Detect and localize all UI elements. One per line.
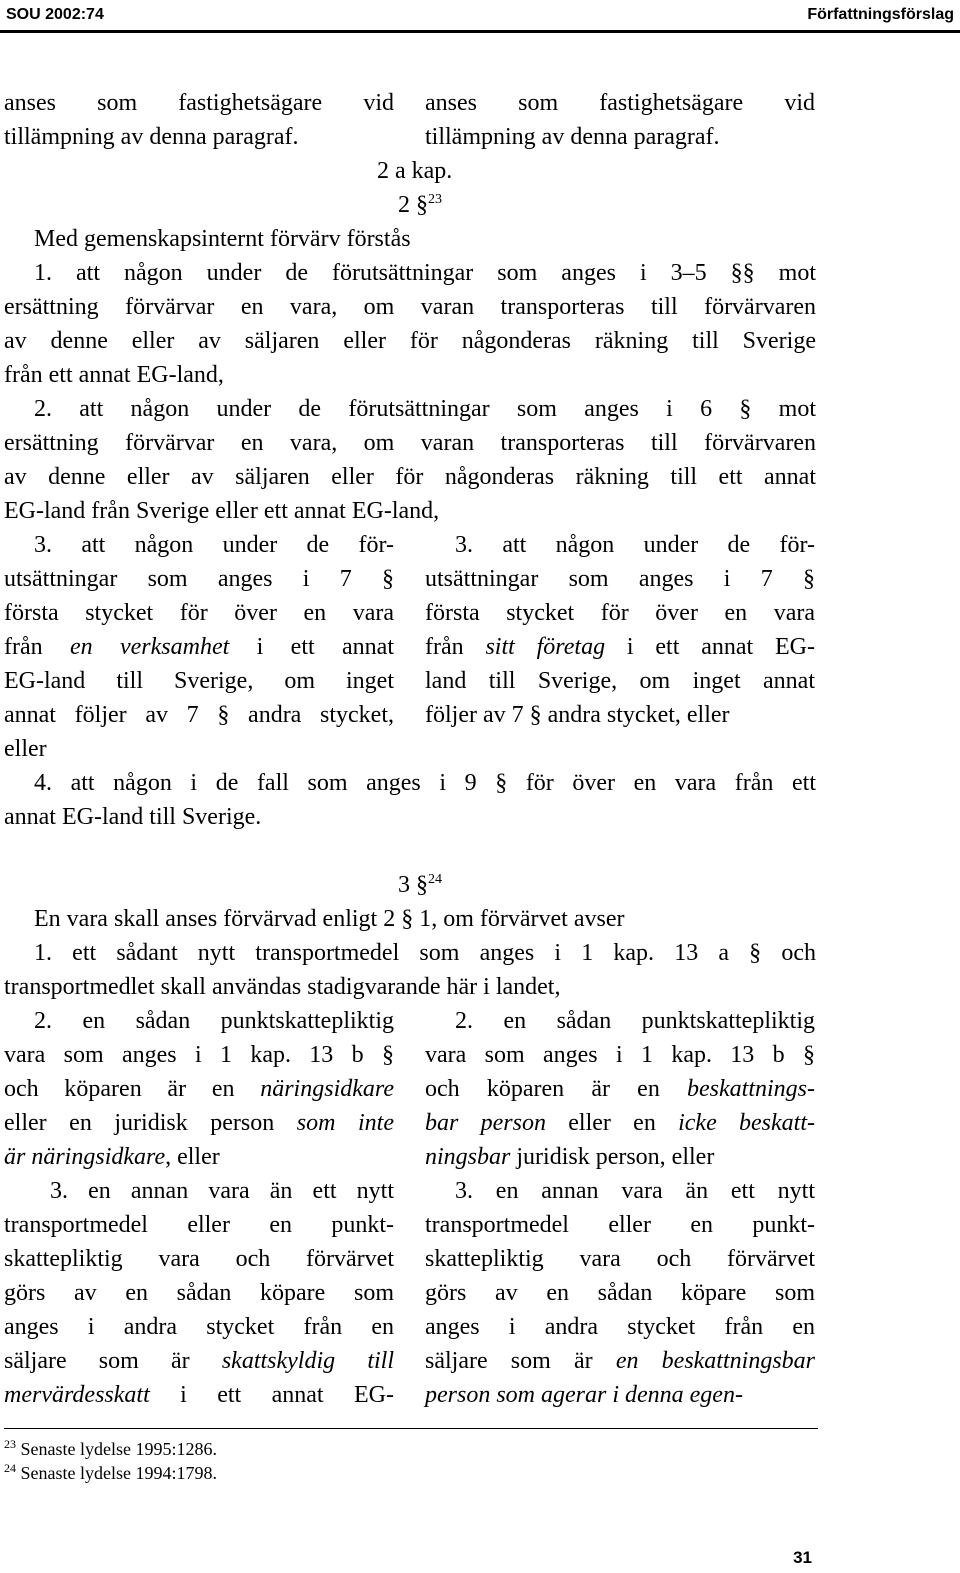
running-header-left: SOU 2002:74 <box>6 6 104 23</box>
current-text-line: EG-land till Sverige, om inget <box>4 668 394 694</box>
proposed-text-line: 3. att någon under de för- <box>455 532 815 558</box>
italic-emphasis: ningsbar <box>425 1144 511 1170</box>
italic-emphasis: mervärdesskatt <box>4 1382 150 1408</box>
running-header-right: Författningsförslag <box>807 6 954 23</box>
proposed-text-line: anges i andra stycket från en <box>425 1314 815 1340</box>
proposed-text-line: görs av en sådan köpare som <box>425 1280 815 1306</box>
italic-emphasis: skattskyldig till <box>221 1348 394 1374</box>
item-line: 2. att någon under de förutsättningar som anges i 6 § mot <box>34 396 816 422</box>
proposed-text-line: ningsbar juridisk person, eller <box>425 1144 715 1170</box>
current-text-line: transportmedel eller en punkt- <box>4 1212 394 1238</box>
footnote-number: 23 <box>4 1437 16 1451</box>
item-line: annat EG-land till Sverige. <box>4 804 262 830</box>
italic-emphasis: näringsidkare <box>260 1076 394 1102</box>
section-heading-3 <box>398 868 442 902</box>
proposed-text-line: anses som fastighetsägare vid <box>425 90 815 116</box>
italic-emphasis: icke beskatt- <box>678 1110 815 1136</box>
header-rule <box>0 30 960 33</box>
footnote-ref: 24 <box>428 872 442 887</box>
footnote-rule <box>4 1428 818 1429</box>
page-number: 31 <box>793 1548 812 1567</box>
proposed-text-line: skattepliktig vara och förvärvet <box>425 1246 815 1272</box>
current-text-line: utsättningar som anges i 7 § <box>4 566 394 592</box>
proposed-text-line <box>425 1378 743 1412</box>
footnote-ref: 23 <box>428 192 442 207</box>
current-text-line: 2. en sådan punktskattepliktig <box>34 1008 394 1034</box>
italic-emphasis: bar person <box>425 1110 546 1136</box>
current-text-line: och köparen är en näringsidkare <box>4 1076 394 1102</box>
current-text-line: anges i andra stycket från en <box>4 1314 394 1340</box>
italic-emphasis: person som agerar i denna egen- <box>425 1382 743 1408</box>
current-text-line: annat följer av 7 § andra stycket, <box>4 702 394 728</box>
current-text-line: mervärdesskatt i ett annat EG- <box>4 1382 394 1408</box>
item-line: ersättning förvärvar en vara, om varan transporteras till förvärvaren <box>4 294 816 320</box>
item-line: EG-land från Sverige eller ett annat EG-land, <box>4 498 440 524</box>
footnote-text: Senaste lydelse 1994:1798. <box>16 1463 217 1483</box>
proposed-text-line: transportmedel eller en punkt- <box>425 1212 815 1238</box>
italic-emphasis: beskattnings- <box>687 1076 815 1102</box>
section-intro: Med gemenskapsinternt förvärv förstås <box>34 226 411 252</box>
section-heading-2 <box>398 188 442 222</box>
current-text-line: är näringsidkare, eller <box>4 1144 220 1170</box>
item-line: transportmedlet skall användas stadigvarande här i landet, <box>4 974 561 1000</box>
current-text-line: eller <box>4 736 47 762</box>
item-line: 1. ett sådant nytt transportmedel som anges i 1 kap. 13 a § och <box>34 940 816 966</box>
item-line: från ett annat EG-land, <box>4 362 224 388</box>
current-text-line: 3. att någon under de för- <box>34 532 394 558</box>
proposed-text-line: 2. en sådan punktskattepliktig <box>455 1008 815 1034</box>
current-text-line: görs av en sådan köpare som <box>4 1280 394 1306</box>
italic-emphasis: som inte <box>296 1110 394 1136</box>
footnote <box>4 1462 217 1484</box>
proposed-text-line: och köparen är en beskattnings- <box>425 1076 815 1102</box>
current-text-line: eller en juridisk person som inte <box>4 1110 394 1136</box>
current-text-line: första stycket för över en vara <box>4 600 394 626</box>
proposed-text-line: första stycket för över en vara <box>425 600 815 626</box>
current-text-line: 3. en annan vara än ett nytt <box>50 1178 394 1204</box>
proposed-text-line: land till Sverige, om inget annat <box>425 668 815 694</box>
chapter-heading: 2 a kap. <box>377 158 453 184</box>
section-label: 3 § <box>398 872 428 898</box>
proposed-text-line: vara som anges i 1 kap. 13 b § <box>425 1042 815 1068</box>
current-text-line: säljare som är skattskyldig till <box>4 1348 394 1374</box>
section-label: 2 § <box>398 192 428 218</box>
proposed-text-line: från sitt företag i ett annat EG- <box>425 634 815 660</box>
proposed-text-line: tillämpning av denna paragraf. <box>425 124 720 150</box>
current-text-line: tillämpning av denna paragraf. <box>4 124 299 150</box>
footnote <box>4 1438 217 1460</box>
footnote-text: Senaste lydelse 1995:1286. <box>16 1439 217 1459</box>
proposed-text-line: bar person eller en icke beskatt- <box>425 1110 815 1136</box>
proposed-text-line: säljare som är en beskattningsbar <box>425 1348 815 1374</box>
current-text-line: vara som anges i 1 kap. 13 b § <box>4 1042 394 1068</box>
italic-emphasis: sitt företag <box>485 634 606 660</box>
proposed-text-line: utsättningar som anges i 7 § <box>425 566 815 592</box>
current-text-line: anses som fastighetsägare vid <box>4 90 394 116</box>
proposed-text-line: följer av 7 § andra stycket, eller <box>425 702 730 728</box>
item-line: av denne eller av säljaren eller för någonderas räkning till ett annat <box>4 464 816 490</box>
item-line: av denne eller av säljaren eller för någonderas räkning till Sverige <box>4 328 816 354</box>
italic-emphasis: en verksamhet <box>70 634 230 660</box>
item-line: ersättning förvärvar en vara, om varan transporteras till förvärvaren <box>4 430 816 456</box>
item-line: 4. att någon i de fall som anges i 9 § för över en vara från ett <box>34 770 816 796</box>
italic-emphasis: är näringsidkare <box>4 1144 166 1170</box>
italic-emphasis: en beskattningsbar <box>615 1348 815 1374</box>
current-text-line: från en verksamhet i ett annat <box>4 634 394 660</box>
current-text-line: skattepliktig vara och förvärvet <box>4 1246 394 1272</box>
proposed-text-line: 3. en annan vara än ett nytt <box>455 1178 815 1204</box>
footnote-number: 24 <box>4 1461 16 1475</box>
section-intro: En vara skall anses förvärvad enligt 2 § 1, om förvärvet avser <box>34 906 625 932</box>
item-line: 1. att någon under de förutsättningar som anges i 3–5 §§ mot <box>34 260 816 286</box>
